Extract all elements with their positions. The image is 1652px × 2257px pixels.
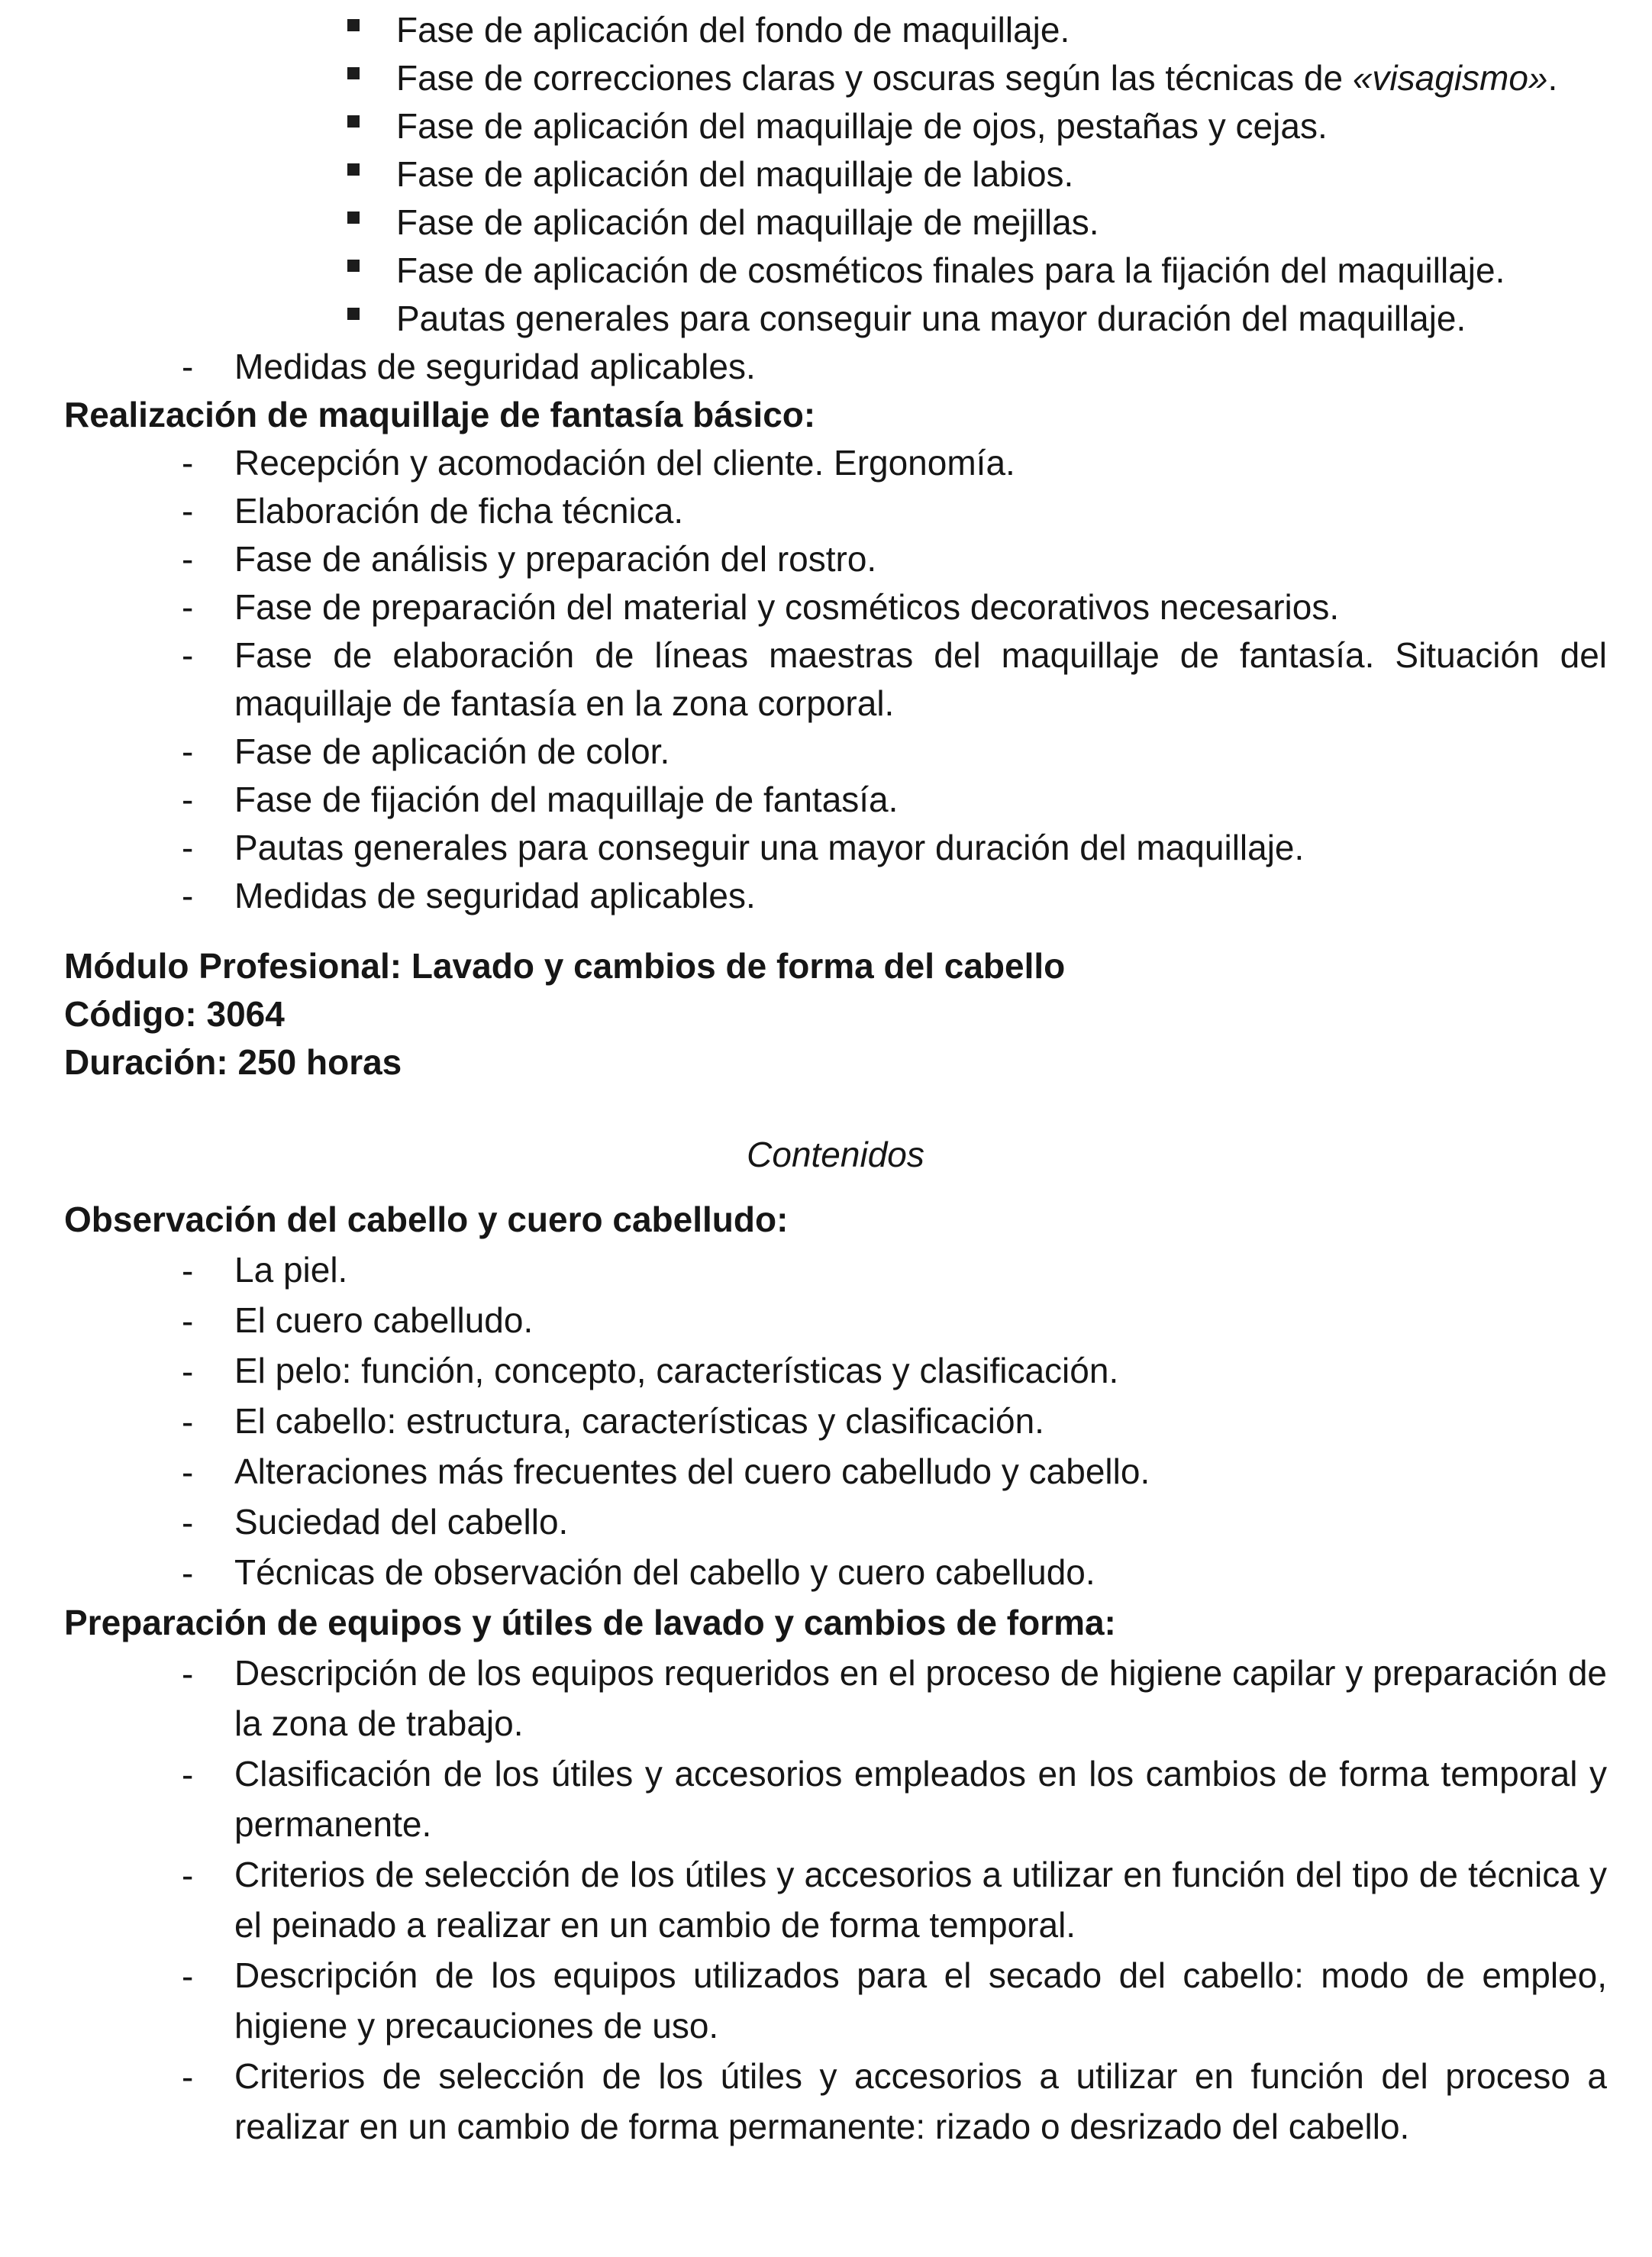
item-text (234, 1401, 1044, 1441)
heading-text (64, 1603, 1116, 1642)
item-text (234, 443, 1015, 483)
text-run: Observación del cabello y cuero cabelludo: (64, 1200, 789, 1239)
item-text (234, 2056, 1607, 2146)
item-text (234, 1552, 1095, 1592)
text-run: El cuero cabelludo. (234, 1300, 534, 1340)
item-text (396, 58, 1557, 98)
dash-marker: - (182, 539, 194, 579)
square-bullet-marker (347, 19, 360, 31)
text-run: Realización de maquillaje de fantasía básico: (64, 395, 816, 434)
item-text (396, 154, 1073, 194)
dash-marker: - (182, 1956, 194, 1996)
item-text (234, 1754, 1607, 1844)
dash-marker: - (182, 1251, 194, 1290)
square-bullet-marker (347, 115, 360, 128)
text-run: Preparación de equipos y útiles de lavado y cambios de forma: (64, 1603, 1116, 1642)
item-text (234, 347, 756, 386)
dash-list-item (0, 1648, 1607, 1748)
text-run: Fase de aplicación de cosméticos finales para la fijación del maquillaje. (396, 250, 1505, 290)
text-run: Fase de análisis y preparación del rostro. (234, 539, 877, 579)
item-text (234, 1300, 533, 1340)
dash-marker: - (182, 731, 194, 771)
item-text (234, 1351, 1118, 1390)
bullet-list-item (0, 150, 1607, 199)
dash-list-item (0, 1950, 1607, 2051)
dash-list-item (0, 535, 1607, 583)
dash-marker: - (182, 876, 194, 915)
heading-text (64, 395, 815, 434)
heading-text (64, 1042, 402, 1082)
item-text (396, 202, 1099, 242)
dash-marker: - (182, 1351, 194, 1391)
bullet-list-item (0, 102, 1607, 150)
text-run: Fase de preparación del material y cosméticos decorativos necesarios. (234, 587, 1340, 627)
dash-marker: - (182, 443, 194, 483)
square-bullet-marker (347, 308, 360, 320)
dash-list-item (0, 1396, 1607, 1446)
text-run: Medidas de seguridad aplicables. (234, 347, 756, 386)
item-text (396, 10, 1070, 50)
dash-list-item (0, 583, 1607, 631)
dash-marker: - (182, 1654, 194, 1694)
bullet-list-item (0, 199, 1607, 247)
item-text (396, 299, 1466, 338)
text-run: . (1547, 58, 1558, 98)
heading-text (64, 946, 1065, 986)
text-run: Fase de aplicación del fondo de maquillaje. (396, 10, 1070, 50)
dash-marker: - (182, 635, 194, 675)
text-run: Elaboración de ficha técnica. (234, 491, 684, 531)
section-heading (0, 990, 1607, 1038)
dash-marker: - (182, 587, 194, 627)
section-heading (0, 391, 1607, 439)
dash-list-item (0, 439, 1607, 487)
text-run: Fase de aplicación del maquillaje de labios. (396, 154, 1074, 194)
text-run: Pautas generales para conseguir una mayor duración del maquillaje. (234, 828, 1305, 867)
dash-marker: - (182, 1503, 194, 1542)
text-run: Alteraciones más frecuentes del cuero cabelludo y cabello. (234, 1451, 1150, 1491)
heading-text (64, 994, 285, 1034)
dash-list-item (0, 1497, 1607, 1547)
text-run: Módulo Profesional: Lavado y cambios de forma del cabello (64, 946, 1066, 986)
item-text (396, 250, 1505, 290)
text-run: Pautas generales para conseguir una mayor duración del maquillaje. (396, 299, 1466, 338)
section-heading (0, 1597, 1607, 1648)
contenidos-title (0, 1131, 1607, 1179)
bullet-list-item (0, 6, 1607, 54)
text-run: La piel. (234, 1250, 348, 1290)
italic-text-run: «visagismo» (1352, 58, 1548, 98)
square-bullet-marker (347, 67, 360, 79)
square-bullet-marker (347, 211, 360, 224)
dash-list-item (0, 1748, 1607, 1849)
dash-marker: - (182, 2057, 194, 2097)
item-text (747, 1135, 924, 1174)
dash-marker: - (182, 1755, 194, 1794)
item-text (234, 1955, 1607, 2046)
text-run: Fase de aplicación del maquillaje de mejillas. (396, 202, 1099, 242)
item-text (234, 1451, 1150, 1491)
text-run: Suciedad del cabello. (234, 1502, 569, 1542)
item-text (234, 828, 1304, 867)
text-run: Clasificación de los útiles y accesorios empleados en los cambios de forma temporal y permanente. (234, 1754, 1607, 1844)
dash-list-item (0, 1295, 1607, 1345)
text-run: Técnicas de observación del cabello y cuero cabelludo. (234, 1552, 1095, 1592)
section-heading (0, 1038, 1607, 1087)
text-run: Fase de correcciones claras y oscuras según las técnicas de (396, 58, 1353, 98)
dash-list-item (0, 1446, 1607, 1497)
dash-list-item (0, 1547, 1607, 1597)
dash-list-item (0, 776, 1607, 824)
item-text (234, 1653, 1607, 1743)
dash-list-item (0, 1245, 1607, 1295)
text-run: Fase de fijación del maquillaje de fantasía. (234, 780, 899, 819)
bullet-list-item (0, 295, 1607, 343)
dash-list-item (0, 487, 1607, 535)
dash-marker: - (182, 347, 194, 386)
item-text (234, 1502, 568, 1542)
text-run: El pelo: función, concepto, características y clasificación. (234, 1351, 1119, 1390)
dash-marker: - (182, 1855, 194, 1895)
dash-marker: - (182, 828, 194, 867)
item-text (396, 106, 1328, 146)
item-text (234, 1855, 1607, 1945)
section-heading (0, 942, 1607, 990)
text-run: Criterios de selección de los útiles y accesorios a utilizar en función del tipo de técnica y el peinado a realizar en un cambio de forma temporal. (234, 1855, 1607, 1945)
bullet-list-item (0, 54, 1607, 102)
text-run: Contenidos (747, 1135, 924, 1174)
section-heading (0, 1194, 1607, 1245)
item-text (234, 731, 670, 771)
text-run: Medidas de seguridad aplicables. (234, 876, 756, 915)
dash-marker: - (182, 1452, 194, 1492)
dash-marker: - (182, 491, 194, 531)
item-text (234, 635, 1607, 723)
dash-list-item (0, 631, 1607, 728)
dash-marker: - (182, 1553, 194, 1593)
dash-list-item (0, 824, 1607, 872)
dash-list-item (0, 872, 1607, 920)
dash-list-item (0, 1849, 1607, 1950)
text-run: Código: 3064 (64, 994, 285, 1034)
text-run: Fase de elaboración de líneas maestras del maquillaje de fantasía. Situación del maquillaje de fantasía en la zona corporal. (234, 635, 1607, 723)
text-run: El cabello: estructura, características y clasificación. (234, 1401, 1044, 1441)
item-text (234, 587, 1339, 627)
dash-list-item (0, 728, 1607, 776)
item-text (234, 1250, 347, 1290)
text-run: Duración: 250 horas (64, 1042, 402, 1082)
text-run: Criterios de selección de los útiles y accesorios a utilizar en función del proceso a realizar en un cambio de forma permanente: rizado o desrizado del cabello. (234, 2056, 1607, 2146)
dash-list-item (0, 2051, 1607, 2152)
item-text (234, 780, 898, 819)
dash-marker: - (182, 1402, 194, 1442)
item-text (234, 491, 683, 531)
square-bullet-marker (347, 260, 360, 272)
item-text (234, 539, 876, 579)
text-run: Fase de aplicación de color. (234, 731, 670, 771)
text-run: Descripción de los equipos utilizados para el secado del cabello: modo de empleo, higiene y precauciones de uso. (234, 1955, 1607, 2046)
dash-list-item (0, 343, 1607, 391)
text-run: Descripción de los equipos requeridos en el proceso de higiene capilar y preparación de la zona de trabajo. (234, 1653, 1607, 1743)
text-run: Fase de aplicación del maquillaje de ojos, pestañas y cejas. (396, 106, 1328, 146)
text-run: Recepción y acomodación del cliente. Ergonomía. (234, 443, 1015, 483)
dash-list-item (0, 1345, 1607, 1396)
heading-text (64, 1200, 788, 1239)
dash-marker: - (182, 780, 194, 819)
dash-marker: - (182, 1301, 194, 1341)
bullet-list-item (0, 247, 1607, 295)
square-bullet-marker (347, 163, 360, 176)
item-text (234, 876, 756, 915)
